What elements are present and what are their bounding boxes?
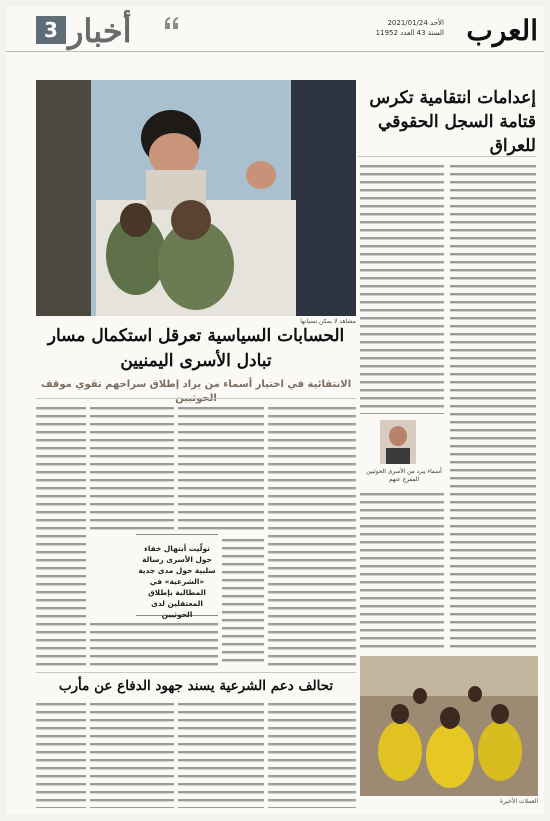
bottom-text-col-4 <box>36 700 86 808</box>
main-text-col-3 <box>90 404 174 532</box>
text-lines-placeholder <box>178 404 264 532</box>
main-text-col-5 <box>222 536 264 666</box>
bottom-story-rule <box>36 672 356 673</box>
bottom-photo-caption: العملات الأخيرة <box>499 798 538 805</box>
text-lines-placeholder <box>360 162 444 414</box>
quote-marks-icon <box>164 16 180 30</box>
main-subheadline: الانتقائية في اختيار أسماء من يراد إطلاق سراحهم تقوي موقف <box>40 379 352 390</box>
subheadline-rule <box>36 398 356 399</box>
text-lines-placeholder <box>222 536 264 666</box>
text-lines-placeholder <box>360 490 444 650</box>
main-text-col-2 <box>178 404 264 532</box>
bottom-headline: تحالف دعم الشرعية يسند جهود الدفاع عن مأرب <box>58 678 334 694</box>
page-number: 3 <box>36 16 66 44</box>
text-lines-placeholder <box>268 404 356 666</box>
prisoners-image <box>360 656 538 796</box>
author-photo <box>380 420 416 464</box>
photo-caption: مشاهد لا يمكن نسيانها <box>300 318 356 325</box>
date-line: الأحد 2021/01/24 <box>387 19 444 27</box>
text-lines-placeholder <box>450 162 536 652</box>
main-text-col-4 <box>36 404 86 666</box>
text-lines-placeholder <box>90 404 174 532</box>
issue-line: السنة 43 العدد 11952 <box>375 29 444 37</box>
newspaper-logo: العرب <box>466 14 538 47</box>
text-lines-placeholder <box>36 404 86 666</box>
main-text-col-6 <box>90 620 218 666</box>
feature-text-col-3 <box>360 490 444 650</box>
page-header <box>6 6 544 52</box>
feature-headline: إعدامات انتقامية تكرس قتامة السجل الحقوقي للعراق <box>369 88 536 156</box>
main-photo <box>36 80 356 316</box>
text-lines-placeholder <box>90 700 174 808</box>
author-portrait <box>380 420 416 464</box>
text-lines-placeholder <box>268 700 356 808</box>
prisoner-reunion-image <box>36 80 356 316</box>
feature-text-col-2 <box>360 162 444 414</box>
author-caption: أسماء يبرد من الأسرى الحوثيين المفرج عنهم <box>366 469 442 483</box>
feature-text-col-1 <box>450 162 536 652</box>
bottom-text-col-3 <box>90 700 174 808</box>
text-lines-placeholder <box>90 620 218 666</box>
newspaper-page <box>6 6 544 815</box>
text-lines-placeholder <box>36 700 86 808</box>
text-lines-placeholder <box>178 700 264 808</box>
main-headline: الحسابات السياسية تعرقل استكمال مسار تبادل الأسرى اليمنيين <box>47 326 345 371</box>
bottom-text-col-1 <box>268 700 356 808</box>
section-title: أخبار <box>68 12 132 50</box>
issue-info <box>374 18 444 38</box>
feature-rule <box>358 156 536 157</box>
pull-quote: تولّيت أبتهال خفاء حول الأسرى رسالة سلبية حول مدى جدية «الشرعية» في المطالبة بإطلاق المعتقلين لدى الحوثيين <box>136 534 218 616</box>
bottom-photo <box>360 656 538 796</box>
bottom-text-col-2 <box>178 700 264 808</box>
main-text-col-1 <box>268 404 356 666</box>
